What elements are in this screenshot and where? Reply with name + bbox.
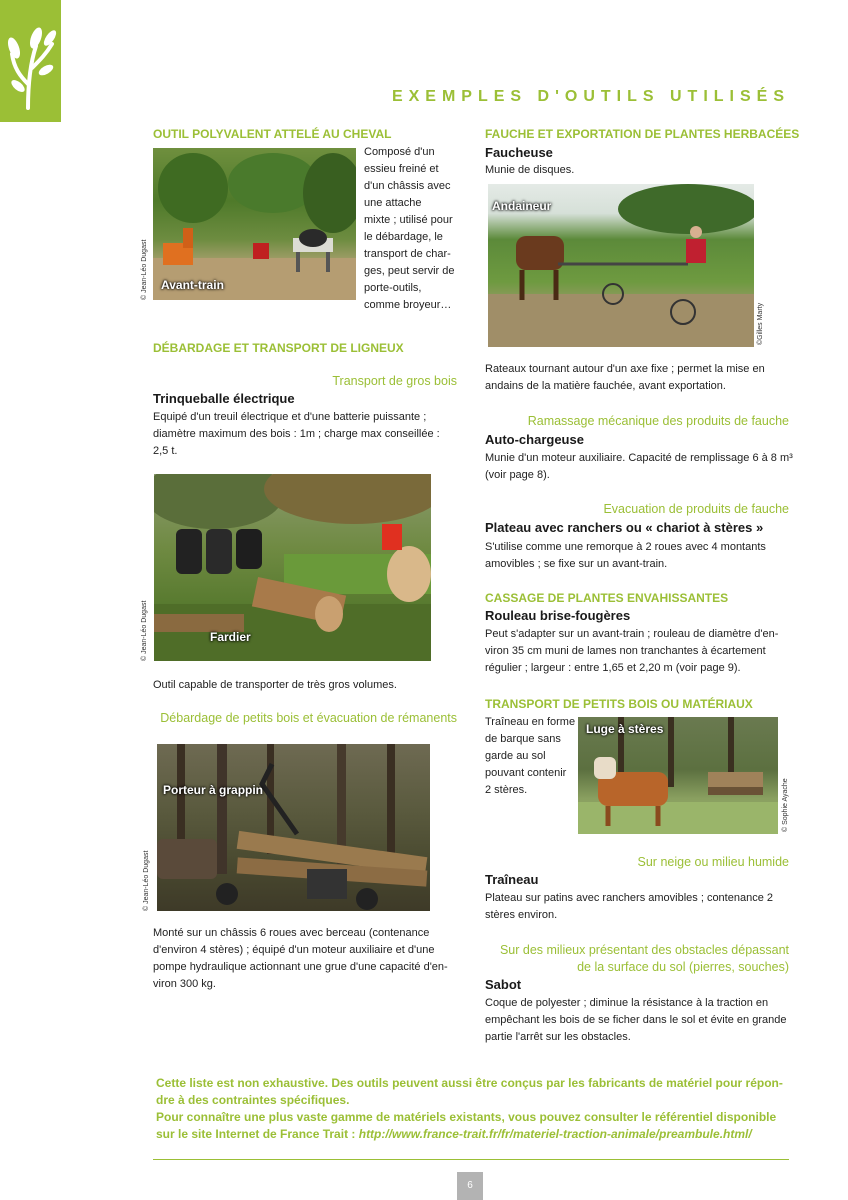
description-rouleau <box>485 626 778 677</box>
photo-caption-fardier: Fardier <box>210 630 251 644</box>
photo-credit: © Jean-Léo Dugast <box>141 239 148 300</box>
tool-name-auto-chargeuse: Auto-chargeuse <box>485 432 584 447</box>
tool-name-traineau: Traîneau <box>485 872 539 887</box>
text-line: pompe hydraulique actionnant une grue d'une capacité d'en- <box>153 961 448 973</box>
text-line: Sur des milieux présentant des obstacles dépassant <box>499 943 789 957</box>
text-line: Rateaux tournant autour d'un axe fixe ; permet la mise en <box>485 363 765 375</box>
footer-line: Pour connaître une plus vaste gamme de matériels existants, vous pouvez consulter le référentiel disponible <box>156 1110 777 1124</box>
section-title-outil-polyvalent: OUTIL POLYVALENT ATTELÉ AU CHEVAL <box>153 127 392 141</box>
france-trait-link[interactable]: http://www.france-trait.fr/fr/materiel-traction-animale/preambule.html/ <box>358 1127 752 1141</box>
description-plateau <box>485 539 766 573</box>
text-line: 2 stères. <box>485 784 528 796</box>
subheading-ramassage: Ramassage mécanique des produits de fauche <box>527 414 789 428</box>
photo-caption-avant-train: Avant-train <box>161 278 224 292</box>
tool-name-rouleau: Rouleau brise-fougères <box>485 608 631 623</box>
subheading-evacuation: Evacuation de produits de fauche <box>603 502 789 516</box>
photo-caption-andaineur: Andaineur <box>492 199 552 213</box>
text-line: stères environ. <box>485 909 558 921</box>
page-number: 6 <box>457 1172 483 1200</box>
photo-credit: © Jean-Léo Dugast <box>141 600 148 661</box>
description-porteur <box>153 925 448 993</box>
text-line: Equipé d'un treuil électrique et d'une batterie puissante ; <box>153 411 427 423</box>
photo-credit: © Sophie Ayache <box>782 778 789 832</box>
description-andaineur <box>485 361 765 395</box>
subheading-gros-bois: Transport de gros bois <box>332 374 457 388</box>
footer-divider <box>153 1159 789 1160</box>
corner-logo-block <box>0 0 61 122</box>
description-trinqueballe <box>153 409 440 460</box>
section-title-transport-petits-bois: TRANSPORT DE PETITS BOIS OU MATÉRIAUX <box>485 697 753 711</box>
text-line: Plateau sur patins avec ranchers amovibles ; contenance 2 <box>485 892 773 904</box>
text-line: andains de la matière fauchée, avant exportation. <box>485 380 726 392</box>
tool-name-trinqueballe: Trinqueballe électrique <box>153 391 295 406</box>
text-line: ges, peut servir de <box>364 265 455 277</box>
text-line: Munie d'un moteur auxiliaire. Capacité de remplissage 6 à 8 m³ <box>485 452 793 464</box>
photo-caption-luge: Luge à stères <box>586 722 664 736</box>
tool-name-sabot: Sabot <box>485 977 522 992</box>
photo-fardier <box>154 474 431 661</box>
section-title-cassage: CASSAGE DE PLANTES ENVAHISSANTES <box>485 591 729 605</box>
text-line: porte-outils, <box>364 282 422 294</box>
footer-line: Cette liste est non exhaustive. Des outils peuvent aussi être conçus par les fabricants de matériel pour répon- <box>156 1076 783 1090</box>
text-line: Peut s'adapter sur un avant-train ; rouleau de diamètre d'en- <box>485 628 779 640</box>
subheading-obstacles <box>500 942 789 976</box>
text-line: partie l'arrêt sur les obstacles. <box>485 1031 631 1043</box>
text-line: S'utilise comme une remorque à 2 roues avec 4 montants <box>485 541 766 553</box>
text-line: mixte ; utilisé pour <box>364 214 453 226</box>
text-line: comme broyeur… <box>364 299 452 311</box>
text-line: (voir page 8). <box>485 469 550 481</box>
text-line: le débardage, le <box>364 231 443 243</box>
subheading-petits-bois: Débardage de petits bois et évacuation de rémanents <box>160 711 457 725</box>
photo-porteur-grappin <box>157 744 430 911</box>
subheading-neige: Sur neige ou milieu humide <box>637 855 789 869</box>
description-outil-polyvalent <box>364 144 455 314</box>
description-sabot <box>485 995 786 1046</box>
tool-name-faucheuse: Faucheuse <box>485 145 553 160</box>
description-auto-chargeuse <box>485 450 793 484</box>
text-line: garde au sol <box>485 750 546 762</box>
description-fardier: Outil capable de transporter de très gros volumes. <box>153 679 397 691</box>
text-line: Coque de polyester ; diminue la résistance à la traction en <box>485 997 769 1009</box>
text-line: de la surface du sol (pierres, souches) <box>577 960 789 974</box>
photo-avant-train <box>153 148 356 300</box>
tool-name-plateau: Plateau avec ranchers ou « chariot à stères » <box>485 520 764 535</box>
section-title-fauche: FAUCHE ET EXPORTATION DE PLANTES HERBACÉES <box>485 127 800 141</box>
text-line: viron 300 kg. <box>153 978 216 990</box>
plant-logo-icon <box>6 24 58 110</box>
photo-credit: ©Gilles Marty <box>757 302 764 345</box>
text-line: Monté sur un châssis 6 roues avec berceau (contenance <box>153 927 430 939</box>
text-line: amovibles ; se fixe sur un avant-train. <box>485 558 668 570</box>
text-line: une attache <box>364 197 422 209</box>
photo-luge-steres <box>578 717 778 834</box>
text-line: régulier ; largeur : entre 1,65 et 2,20 m (voir page 9). <box>485 662 741 674</box>
photo-credit: © Jean-Léo Dugast <box>143 850 150 911</box>
text-line: 2,5 t. <box>153 445 178 457</box>
text-line: essieu freiné et <box>364 163 439 175</box>
description-traineau <box>485 890 773 924</box>
footer-note <box>156 1075 796 1143</box>
photo-caption-porteur: Porteur à grappin <box>163 783 264 797</box>
page-title: EXEMPLES D'OUTILS UTILISÉS <box>391 88 790 105</box>
text-line: empêchant les bois de se ficher dans le sol et évite en grande <box>485 1014 787 1026</box>
footer-text: sur le site Internet de France Trait : <box>156 1127 359 1141</box>
text-line: pouvant contenir <box>485 767 567 779</box>
text-line: viron 35 cm muni de lames non tranchantes à écartement <box>485 645 766 657</box>
text-line: d'un châssis avec <box>364 180 451 192</box>
text-line: Traîneau en forme <box>485 716 576 728</box>
text-line: diamètre maximum des bois : 1m ; charge max conseillée : <box>153 428 440 440</box>
description-traineau-barque <box>485 714 575 799</box>
text-line: Composé d'un <box>364 146 435 158</box>
text-line: transport de char- <box>364 248 451 260</box>
section-title-debardage: DÉBARDAGE ET TRANSPORT DE LIGNEUX <box>153 341 404 355</box>
footer-line: dre à des contraintes spécifiques. <box>156 1093 350 1107</box>
photo-andaineur <box>488 184 754 347</box>
text-line: de barque sans <box>485 733 561 745</box>
text-line: d'environ 4 stères) ; équipé d'un moteur auxiliaire et d'une <box>153 944 435 956</box>
description-faucheuse: Munie de disques. <box>485 164 575 176</box>
footer-line <box>156 1126 796 1143</box>
